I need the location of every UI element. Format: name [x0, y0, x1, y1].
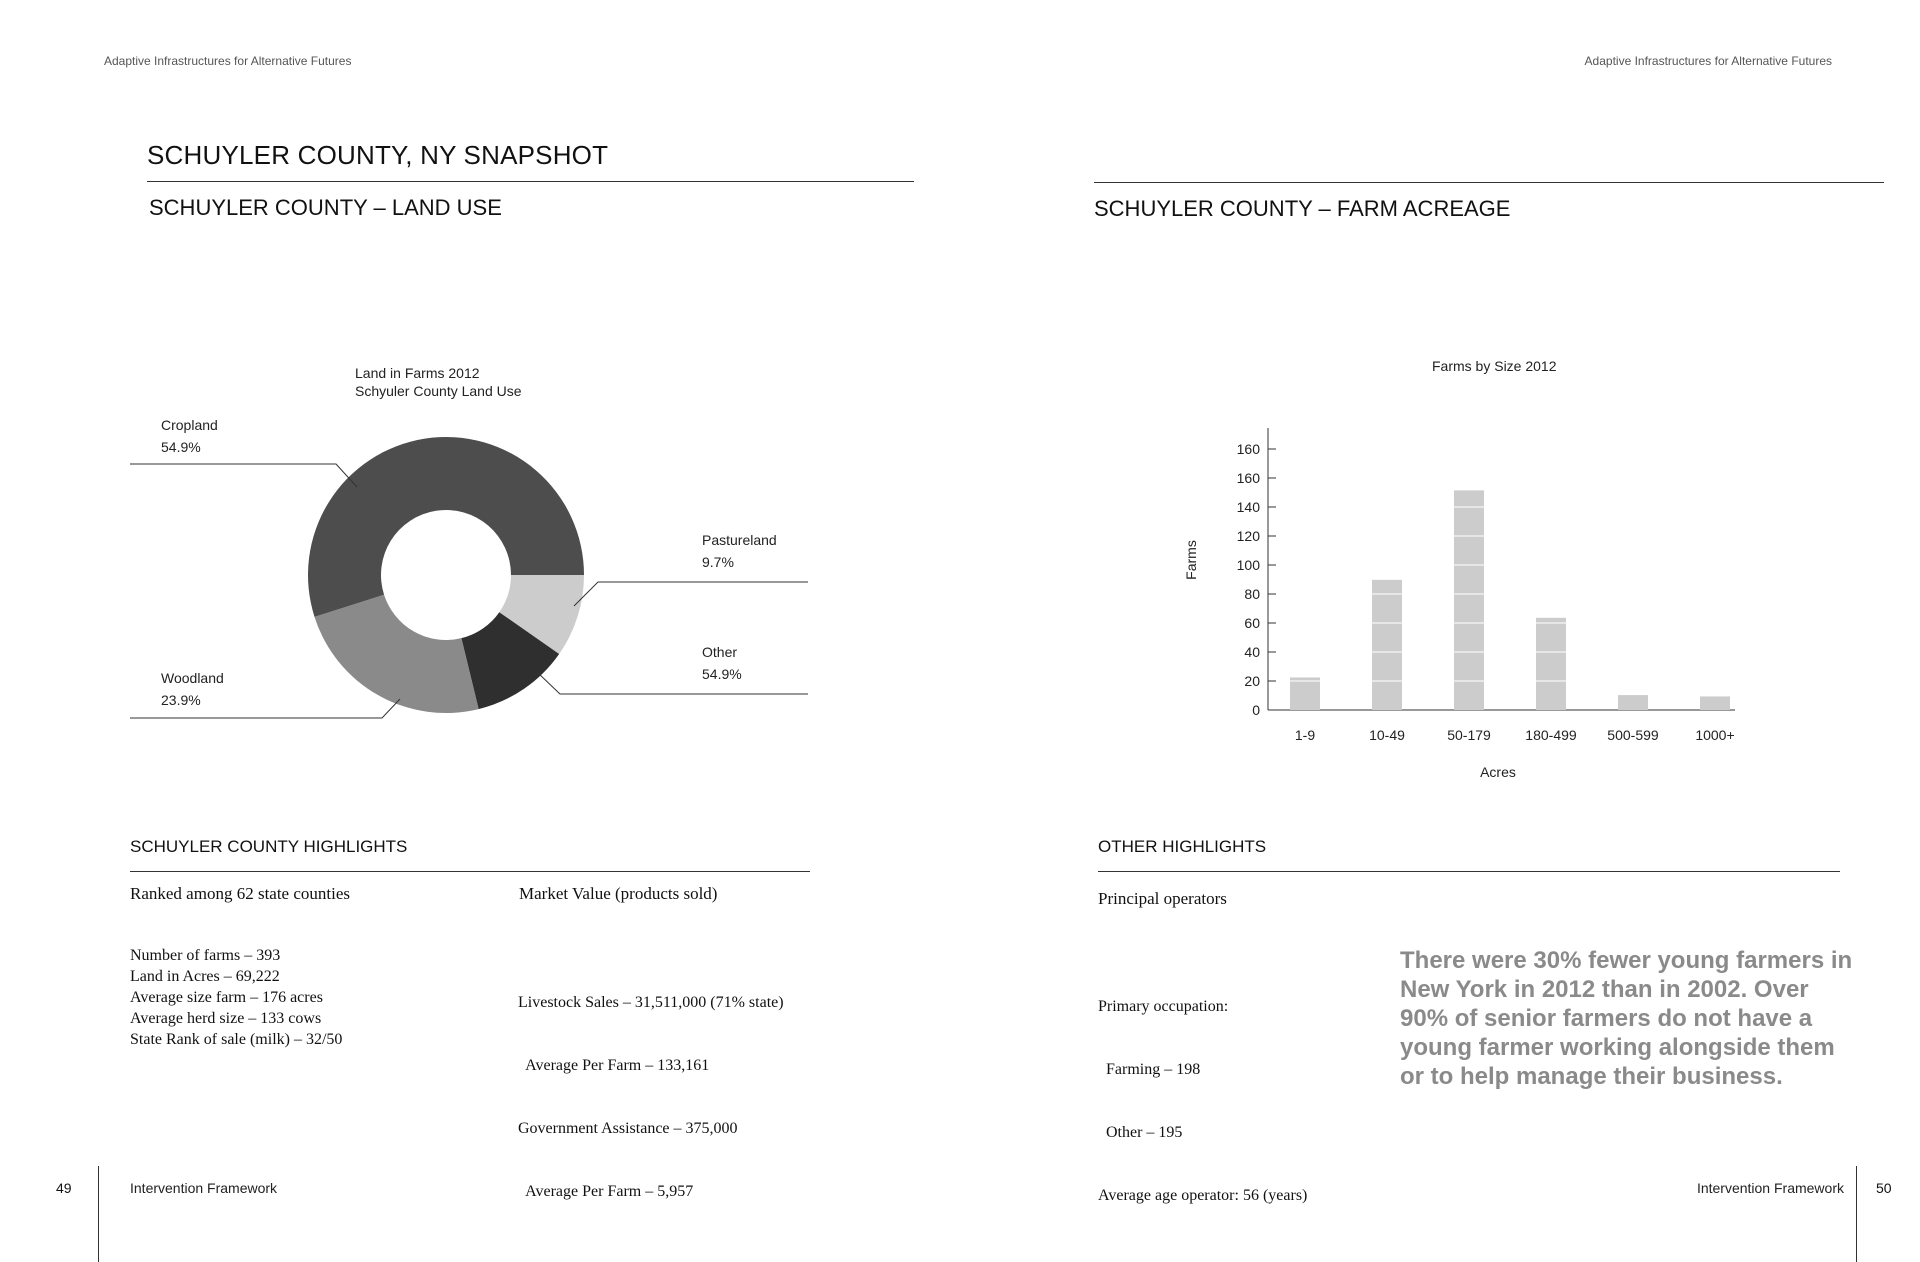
- donut-label-other-name: Other: [702, 644, 738, 660]
- bar-chart: [1160, 400, 1760, 800]
- x-tick-label: 1-9: [1294, 727, 1316, 743]
- operators-line: Primary occupation:: [1098, 998, 1229, 1015]
- y-tick-label: 0: [1252, 702, 1260, 718]
- footer-text-right: Intervention Framework: [1696, 1180, 1844, 1196]
- ranked-label: Ranked among 62 state counties: [130, 884, 351, 903]
- pull-quote: There were 30% fewer young farmers in New York in 2012 than in 2002. Over 90% of senior farmers do not have a young farmer working alongside them or to help manage their business.: [1400, 947, 1853, 1090]
- market-value-label: Market Value (products sold): [519, 884, 718, 903]
- county-highlights-title: SCHUYLER COUNTY HIGHLIGHTS: [130, 837, 408, 856]
- county-stat-line: Average herd size – 133 cows: [130, 1010, 322, 1027]
- leader-other: [537, 672, 808, 694]
- bar-50-179: [1454, 490, 1484, 710]
- county-stat-line: State Rank of sale (milk) – 32/50: [130, 1031, 343, 1048]
- y-tick-label: 80: [1244, 586, 1260, 602]
- donut-label-pastureland: [702, 529, 777, 573]
- donut-label-cropland: [161, 414, 218, 458]
- y-tick-label: 20: [1244, 673, 1260, 689]
- x-tick-label: 10-49: [1369, 727, 1405, 743]
- leader-pastureland: [574, 582, 808, 606]
- county-stats-list: [130, 945, 342, 1050]
- footer-text-left: Intervention Framework: [130, 1180, 278, 1196]
- x-tick-label: 50-179: [1447, 727, 1491, 743]
- market-value-line: Average Per Farm – 5,957: [518, 1183, 694, 1200]
- donut-label-woodland: [161, 667, 224, 711]
- x-tick-label: 180-499: [1525, 727, 1577, 743]
- bar-10-49: [1372, 580, 1402, 710]
- donut-label-other: [702, 641, 742, 685]
- y-tick-label: 60: [1244, 615, 1260, 631]
- market-value-line: Government Assistance – 375,000: [518, 1120, 738, 1137]
- market-value-line: Average Per Farm – 133,161: [518, 1057, 710, 1074]
- donut-label-cropland-value: 54.9%: [161, 439, 201, 455]
- county-stat-line: Land in Acres – 69,222: [130, 968, 280, 985]
- bar-180-499: [1536, 618, 1566, 710]
- page-number-right: 50: [1876, 1180, 1892, 1196]
- donut-label-cropland-name: Cropland: [161, 417, 218, 433]
- operators-list: [1098, 954, 1307, 1227]
- county-stat-line: Average size farm – 176 acres: [130, 989, 323, 1006]
- y-tick-label: 100: [1236, 557, 1260, 573]
- page-number-left: 49: [56, 1180, 72, 1196]
- donut-slice-woodland: [314, 595, 478, 713]
- donut-label-woodland-name: Woodland: [161, 670, 224, 686]
- operators-line: Farming – 198: [1098, 1061, 1201, 1078]
- donut-label-pastureland-name: Pastureland: [702, 532, 777, 548]
- donut-chart-title-line1: Land in Farms 2012: [355, 365, 480, 381]
- running-head-left: Adaptive Infrastructures for Alternative Futures: [104, 54, 352, 68]
- farm-acreage-title: SCHUYLER COUNTY – FARM ACREAGE: [1094, 196, 1511, 221]
- y-tick-label: 120: [1236, 528, 1260, 544]
- bar-chart-title: Farms by Size 2012: [1432, 358, 1557, 374]
- donut-label-woodland-value: 23.9%: [161, 692, 201, 708]
- bar-1-9: [1290, 677, 1320, 710]
- running-head-right: Adaptive Infrastructures for Alternative Futures: [1584, 54, 1832, 68]
- footer-divider-right: [1856, 1166, 1857, 1262]
- page-title: SCHUYLER COUNTY, NY SNAPSHOT: [147, 140, 609, 170]
- donut-chart-title-line2: Schyuler County Land Use: [355, 383, 522, 399]
- principal-operators-label: Principal operators: [1098, 889, 1227, 908]
- y-tick-label: 40: [1244, 644, 1260, 660]
- other-highlights-rule: [1098, 871, 1840, 872]
- x-tick-label: 500-599: [1607, 727, 1659, 743]
- donut-label-other-value: 54.9%: [702, 666, 742, 682]
- y-tick-label: 160: [1236, 470, 1260, 486]
- right-title-rule: [1094, 182, 1884, 183]
- donut-label-pastureland-value: 9.7%: [702, 554, 734, 570]
- y-tick-label: 160: [1236, 441, 1260, 457]
- footer-divider-left: [98, 1166, 99, 1262]
- bar-500-599: [1618, 695, 1648, 710]
- market-value-line: Livestock Sales – 31,511,000 (71% state): [518, 994, 784, 1011]
- county-highlights-rule: [130, 871, 810, 872]
- operators-line: Other – 195: [1098, 1124, 1183, 1141]
- land-use-title: SCHUYLER COUNTY – LAND USE: [149, 195, 502, 220]
- x-tick-label: 1000+: [1695, 727, 1735, 743]
- operators-line: Average age operator: 56 (years): [1098, 1187, 1308, 1204]
- donut-chart: [0, 0, 960, 760]
- bar-chart-ylabel: Farms: [1183, 540, 1199, 580]
- y-tick-label: 140: [1236, 499, 1260, 515]
- other-highlights-title: OTHER HIGHLIGHTS: [1098, 837, 1267, 856]
- county-stat-line: Number of farms – 393: [130, 947, 281, 964]
- bar-1000+: [1700, 696, 1730, 710]
- bar-chart-xlabel: Acres: [1480, 764, 1516, 780]
- market-value-list: [518, 950, 784, 1223]
- leader-cropland: [130, 464, 357, 487]
